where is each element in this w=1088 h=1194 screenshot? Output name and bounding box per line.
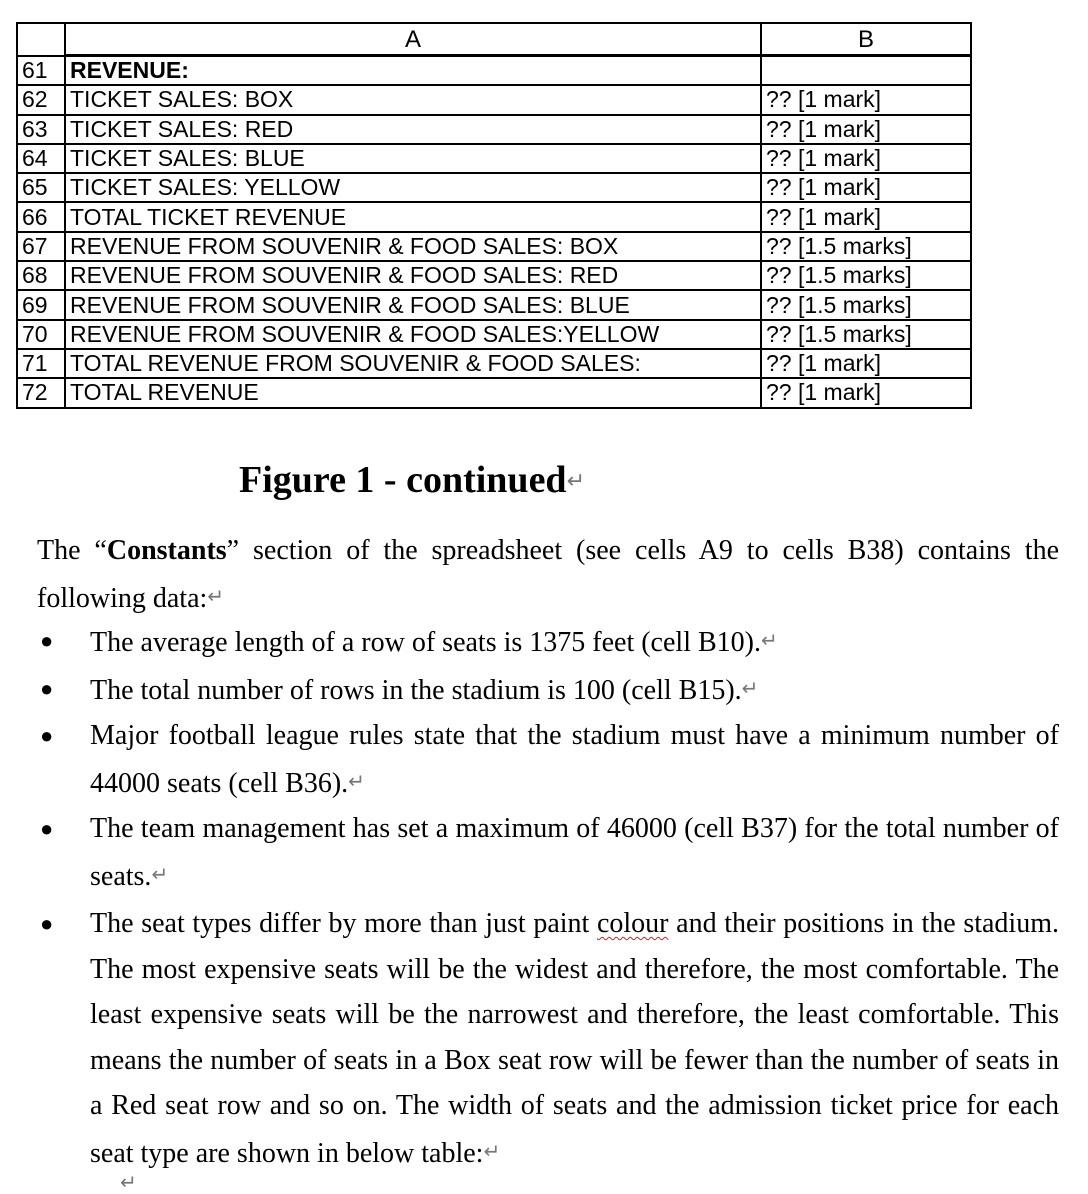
column-header-row bbox=[17, 23, 971, 56]
return-mark-icon: ↵ bbox=[120, 1170, 137, 1194]
row-number-cell[interactable]: 71 bbox=[17, 349, 65, 378]
return-mark-icon: ↵ bbox=[348, 768, 365, 793]
cell-a[interactable]: REVENUE FROM SOUVENIR & FOOD SALES: RED bbox=[65, 261, 761, 290]
return-mark-icon: ↵ bbox=[741, 675, 759, 700]
table-row bbox=[17, 320, 971, 349]
cell-b[interactable]: ?? [1.5 marks] bbox=[761, 261, 971, 290]
intro-text-post: ” section of the spreadsheet (see cells A9 to cells B38) contains the following data: bbox=[37, 535, 1059, 614]
table-row bbox=[17, 144, 971, 173]
bullet-text-pre: The seat types differ by more than just paint bbox=[90, 908, 597, 939]
table-row bbox=[17, 173, 971, 202]
return-mark-icon: ↵ bbox=[151, 861, 169, 886]
bullet-icon: ● bbox=[40, 723, 54, 748]
return-mark-icon: ↵ bbox=[760, 628, 778, 652]
table-row bbox=[17, 115, 971, 144]
table-row bbox=[17, 349, 971, 378]
column-header-a[interactable]: A bbox=[65, 23, 761, 56]
row-number-cell[interactable]: 65 bbox=[17, 173, 65, 202]
bullet-icon: ● bbox=[40, 675, 54, 701]
cell-b[interactable]: ?? [1 mark] bbox=[761, 115, 971, 144]
table-row bbox=[17, 232, 971, 261]
table-row bbox=[17, 85, 971, 114]
bullet-icon: ● bbox=[40, 911, 54, 936]
cell-b[interactable]: ?? [1 mark] bbox=[761, 144, 971, 173]
cell-b[interactable]: ?? [1 mark] bbox=[761, 378, 971, 407]
bullet-icon: ● bbox=[40, 628, 54, 653]
return-mark-icon: ↵ bbox=[483, 1138, 501, 1163]
cell-a[interactable]: REVENUE FROM SOUVENIR & FOOD SALES: BLUE bbox=[65, 290, 761, 319]
list-item bbox=[37, 806, 1059, 899]
table-row bbox=[17, 290, 971, 319]
row-number-cell[interactable]: 64 bbox=[17, 144, 65, 173]
cell-b[interactable]: ?? [1.5 marks] bbox=[761, 320, 971, 349]
intro-paragraph bbox=[37, 528, 1059, 621]
cell-a[interactable]: TICKET SALES: BLUE bbox=[65, 144, 761, 173]
row-number-cell[interactable]: 62 bbox=[17, 85, 65, 114]
table-row bbox=[17, 56, 971, 86]
table-row bbox=[17, 202, 971, 231]
cell-a[interactable]: REVENUE FROM SOUVENIR & FOOD SALES:YELLOW bbox=[65, 320, 761, 349]
cell-a[interactable]: TICKET SALES: YELLOW bbox=[65, 173, 761, 202]
intro-text-pre: The “ bbox=[37, 535, 107, 566]
return-mark-icon: ↵ bbox=[566, 469, 586, 494]
cell-a[interactable]: TICKET SALES: RED bbox=[65, 115, 761, 144]
cell-b[interactable] bbox=[761, 56, 971, 86]
intro-bold-term: Constants bbox=[106, 535, 227, 566]
cell-a[interactable]: TOTAL REVENUE FROM SOUVENIR & FOOD SALES: bbox=[65, 349, 761, 378]
row-number-cell[interactable]: 66 bbox=[17, 202, 65, 231]
bullet-text: The total number of rows in the stadium is 100 (cell B15). bbox=[90, 674, 742, 706]
row-number-cell[interactable]: 70 bbox=[17, 320, 65, 349]
cell-a[interactable]: TOTAL REVENUE bbox=[65, 378, 761, 407]
cell-a[interactable]: TOTAL TICKET REVENUE bbox=[65, 202, 761, 231]
cell-b[interactable]: ?? [1 mark] bbox=[761, 173, 971, 202]
list-item bbox=[37, 901, 1059, 1176]
row-number-cell[interactable]: 67 bbox=[17, 232, 65, 261]
list-item bbox=[37, 618, 1059, 666]
corner-cell[interactable] bbox=[17, 23, 65, 56]
cell-b[interactable]: ?? [1 mark] bbox=[761, 349, 971, 378]
figure-caption-text: Figure 1 - continued bbox=[238, 459, 567, 501]
bullet-text: The team management has set a maximum of 46000 (cell B37) for the total number of seats. bbox=[90, 813, 1059, 892]
row-number-cell[interactable]: 63 bbox=[17, 115, 65, 144]
table-row bbox=[17, 378, 971, 407]
column-header-b[interactable]: B bbox=[761, 23, 971, 56]
bullet-text: Major football league rules state that the stadium must have a minimum number of 44000 seats (cell B36). bbox=[90, 720, 1059, 799]
return-mark-icon: ↵ bbox=[207, 583, 225, 608]
row-number-cell[interactable]: 68 bbox=[17, 261, 65, 290]
list-item bbox=[37, 713, 1059, 806]
row-number-cell[interactable]: 69 bbox=[17, 290, 65, 319]
cell-a[interactable]: REVENUE FROM SOUVENIR & FOOD SALES: BOX bbox=[65, 232, 761, 261]
constants-bullet-list bbox=[37, 618, 1059, 1176]
spellcheck-flagged-word[interactable]: colour bbox=[596, 908, 669, 939]
cell-b[interactable]: ?? [1 mark] bbox=[761, 202, 971, 231]
bullet-icon: ● bbox=[40, 816, 54, 841]
spreadsheet-table bbox=[16, 22, 972, 409]
list-item bbox=[37, 666, 1059, 714]
cell-b[interactable]: ?? [1 mark] bbox=[761, 85, 971, 114]
bullet-text-post: and their positions in the stadium. The most expensive seats will be the widest and therefore, the most comfortable. The least expensive seats will be the narrowest and therefore, the least comfortable. This means the number of seats in a Box seat row will be fewer than the number of seats in a Red seat row and so on. The width of seats and the admission ticket price for each seat type are shown in below table: bbox=[90, 908, 1059, 1169]
cell-a[interactable]: REVENUE: bbox=[65, 56, 761, 86]
row-number-cell[interactable]: 72 bbox=[17, 378, 65, 407]
cell-b[interactable]: ?? [1.5 marks] bbox=[761, 290, 971, 319]
cell-a[interactable]: TICKET SALES: BOX bbox=[65, 85, 761, 114]
figure-caption bbox=[0, 458, 824, 502]
row-number-cell[interactable]: 61 bbox=[17, 56, 65, 86]
bullet-text: The average length of a row of seats is 1375 feet (cell B10). bbox=[90, 627, 761, 658]
table-row bbox=[17, 261, 971, 290]
cell-b[interactable]: ?? [1.5 marks] bbox=[761, 232, 971, 261]
